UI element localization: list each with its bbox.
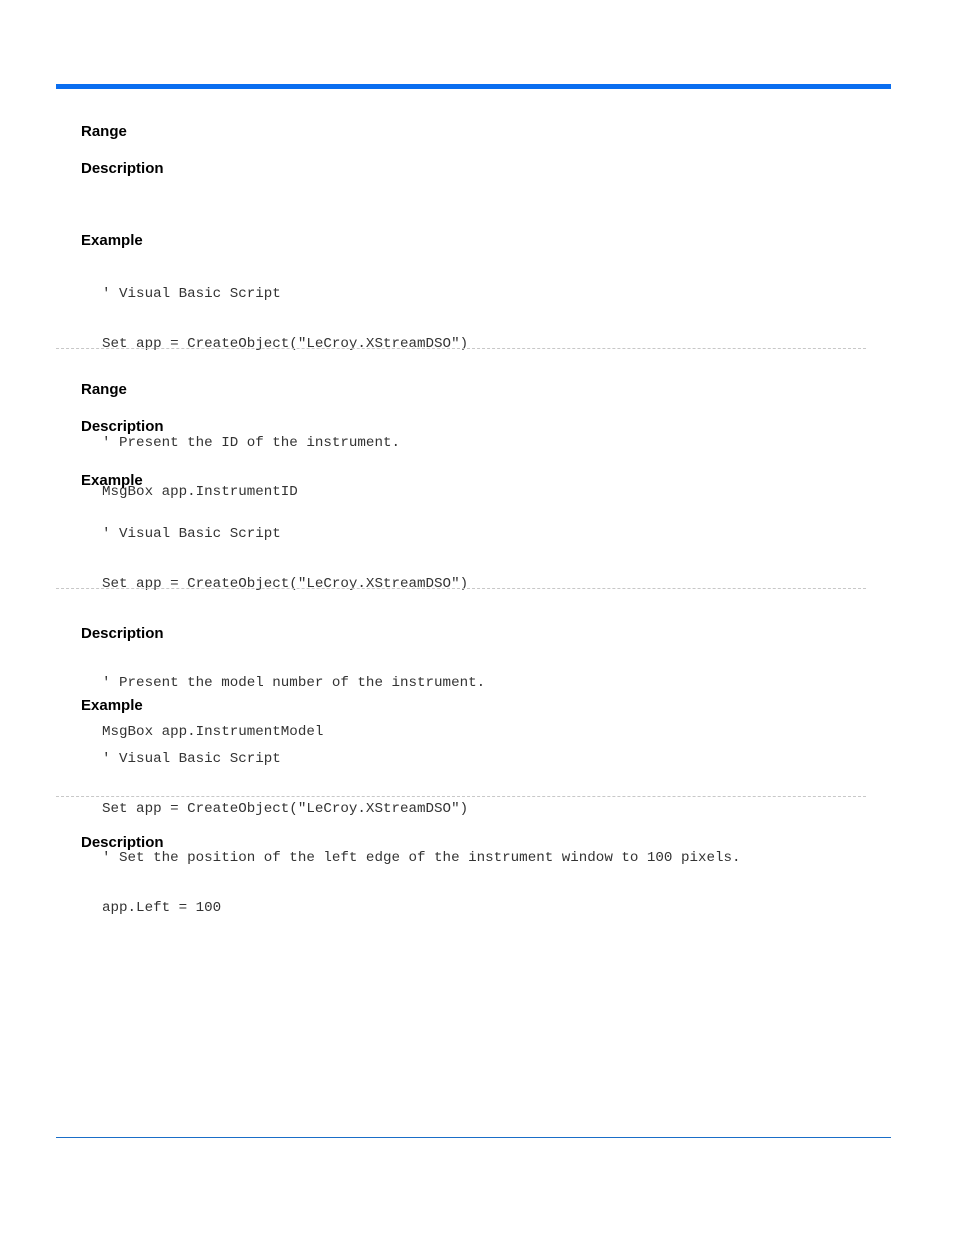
code-line: ' Set the position of the left edge of the instrument window to 100 pixels. xyxy=(102,850,741,866)
code-line: Set app = CreateObject("LeCroy.XStreamDSO") xyxy=(102,575,469,592)
code-block xyxy=(102,253,468,517)
example-heading: Example xyxy=(81,232,143,249)
description-heading: Description xyxy=(81,625,164,642)
section-divider xyxy=(56,796,866,797)
code-line: ' Visual Basic Script xyxy=(102,286,281,302)
code-block xyxy=(102,718,741,933)
code-line xyxy=(102,385,468,402)
range-heading: Range xyxy=(81,381,127,398)
section-divider xyxy=(56,588,866,589)
code-line: Set app = CreateObject("LeCroy.XStreamDSO") xyxy=(102,800,469,817)
description-heading: Description xyxy=(81,418,164,435)
code-line: ' Visual Basic Script xyxy=(102,751,281,767)
code-line: app.Left = 100 xyxy=(102,899,222,916)
code-line: ' Visual Basic Script xyxy=(102,526,281,542)
code-line: MsgBox app.InstrumentID xyxy=(102,484,298,500)
code-line: ' Present the ID of the instrument. xyxy=(102,434,400,451)
section-divider xyxy=(56,348,866,349)
footer-rule xyxy=(56,1137,891,1138)
description-heading: Description xyxy=(81,834,164,851)
header-rule xyxy=(56,84,891,89)
example-heading: Example xyxy=(81,697,143,714)
code-line: MsgBox app.InstrumentModel xyxy=(102,724,324,740)
code-line: Set app = CreateObject("LeCroy.XStreamDSO") xyxy=(102,335,469,352)
range-heading: Range xyxy=(81,123,127,140)
description-heading: Description xyxy=(81,160,164,177)
example-heading: Example xyxy=(81,472,143,489)
code-line: ' Present the model number of the instrument. xyxy=(102,674,486,691)
